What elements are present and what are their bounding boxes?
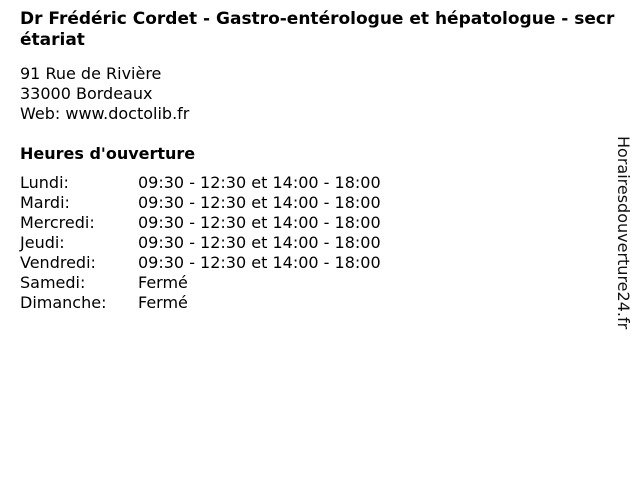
time-range: Fermé [138, 293, 188, 312]
day-label: Vendredi: [20, 253, 96, 272]
website-line: Web: www.doctolib.fr [20, 104, 190, 123]
hours-row-wednesday [20, 213, 381, 233]
site-watermark: Horairesdouverture24.fr [614, 136, 633, 330]
day-label: Lundi: [20, 173, 69, 192]
city-postcode: 33000 Bordeaux [20, 84, 153, 103]
time-range: 09:30 - 12:30 et 14:00 - 18:00 [138, 193, 381, 212]
day-label: Mercredi: [20, 213, 95, 232]
time-range: 09:30 - 12:30 et 14:00 - 18:00 [138, 213, 381, 232]
hours-row-tuesday [20, 193, 381, 213]
street-address: 91 Rue de Rivière [20, 64, 162, 83]
day-label: Mardi: [20, 193, 70, 212]
time-range: Fermé [138, 273, 188, 292]
address-block [20, 64, 189, 124]
hours-heading: Heures d'ouverture [20, 144, 196, 163]
page-title: Dr Frédéric Cordet - Gastro-entérologue et hépatologue - secrétariat [20, 9, 615, 50]
hours-row-sunday [20, 293, 381, 313]
day-label: Dimanche: [20, 293, 107, 312]
day-label: Jeudi: [20, 233, 65, 252]
time-range: 09:30 - 12:30 et 14:00 - 18:00 [138, 253, 381, 272]
hours-row-saturday [20, 273, 381, 293]
time-range: 09:30 - 12:30 et 14:00 - 18:00 [138, 233, 381, 252]
day-label: Samedi: [20, 273, 86, 292]
hours-row-thursday [20, 233, 381, 253]
hours-row-monday [20, 173, 381, 193]
time-range: 09:30 - 12:30 et 14:00 - 18:00 [138, 173, 381, 192]
opening-hours-list [20, 173, 381, 313]
hours-row-friday [20, 253, 381, 273]
